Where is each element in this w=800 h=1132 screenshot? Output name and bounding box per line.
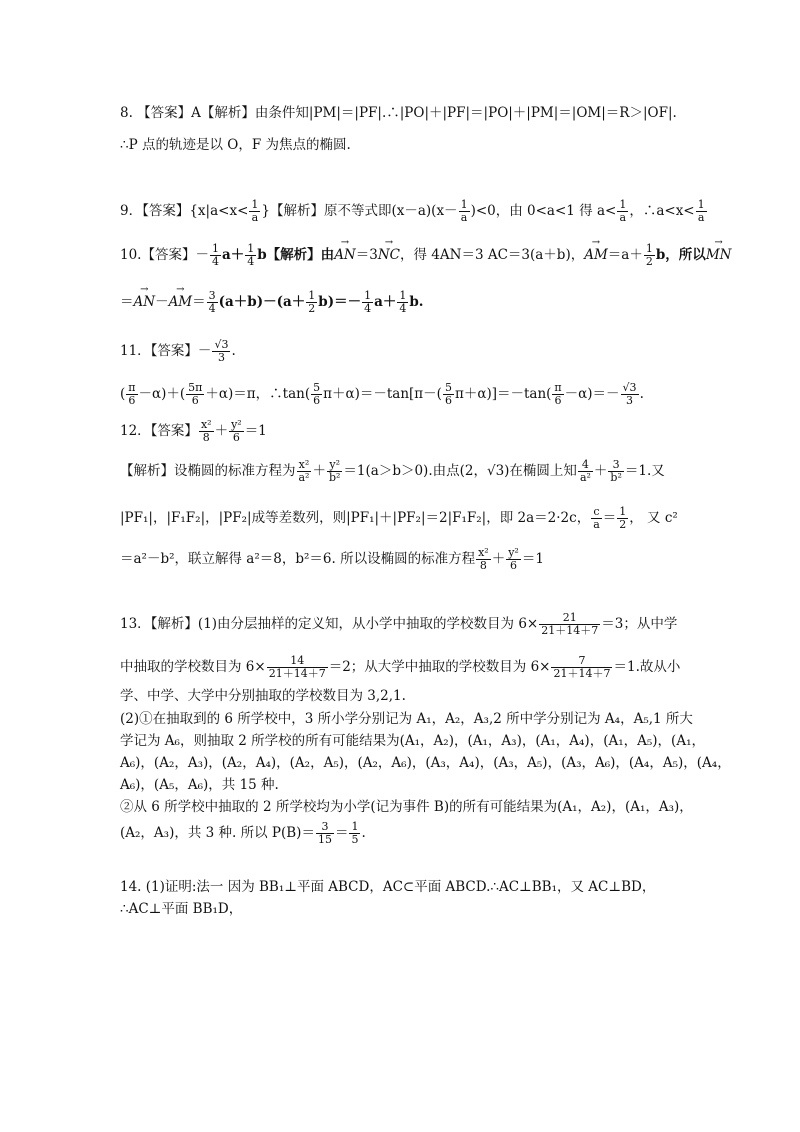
q11-d-e: π＋α)]＝－tan( xyxy=(454,386,552,402)
q11-d-f: －α)＝－ xyxy=(564,386,620,402)
q13-line-3: 学、中学、大学中分别抽取的学校数目为 3,2,1. xyxy=(120,688,406,704)
q10-line-1 xyxy=(120,240,732,270)
q13-line-2 xyxy=(120,651,700,683)
q13-frac-2: $\frac{14}{21+14+7}$ xyxy=(268,654,326,680)
q12-answer-line: 12．【答案】 $\frac{\text{x²}}{8}$ ＋ $\frac{\text{y²}}{6}$ ＝1 xyxy=(120,418,267,444)
q10-frac-2: $\frac{1}{4}$ xyxy=(247,242,255,268)
q13-line-8: ②从 6 所学校中抽取的 2 所学校均为小学(记为事件 B)的所有可能结果为(A₁，A₂)，(A₁，A₃)， xyxy=(120,799,693,815)
q9-frac-1: $\frac{1}{a}$ xyxy=(251,198,259,224)
q12-l1-c: ＝1.又 xyxy=(624,463,665,479)
q14-line-1: 14. (1)证明:法一 因为 BB₁⊥平面 ABCD，AC⊂平面 ABCD.∴AC⊥BB₁，又 AC⊥BD， xyxy=(120,879,656,895)
q10-l2-frac-3: $\frac{1}{4}$ xyxy=(364,289,372,315)
q10-l2-eq: ＝ xyxy=(120,294,134,310)
q12-line-3: ＝a²－b²，联立解得 a²＝8，b²＝6. 所以设椭圆的标准方程 $\frac{\text{x²}}{8}$ ＋ $\frac{\text{y²}}{6}$ ＝1 xyxy=(120,546,544,572)
q12-frac-3b2: $\frac{3}{\text{b²}}$ xyxy=(610,458,622,484)
q13-frac-1: $\frac{21}{21+14+7}$ xyxy=(541,611,599,637)
q10-answer-label: 10.【答案】－ xyxy=(120,247,209,263)
q11-d-b: －α)＋( xyxy=(138,386,186,402)
q10-f: b，所以 xyxy=(655,247,706,263)
q13-l1-a: 13．【解析】(1)由分层抽样的定义知，从小学中抽取的学校数目为 6× xyxy=(120,616,539,632)
vector-an-2: → AN xyxy=(134,287,156,317)
q11-answer-label: 11．【答案】－ xyxy=(120,343,212,359)
q9-prefix: 9．【答案】{x|a<x< xyxy=(120,203,249,219)
q13-l9-a: (A₂，A₃)，共 3 种. 所以 P(B)＝ xyxy=(120,825,315,841)
q10-l2-d: (a＋b)－(a＋ xyxy=(218,294,306,310)
q10-l2-frac-2: $\frac{1}{2}$ xyxy=(308,289,316,315)
q14-line-2: ∴AC⊥平面 BB₁D， xyxy=(120,901,243,917)
q11-d-c: ＋α)＝π，∴tan( xyxy=(205,386,311,402)
q12-frac-y26: $\frac{\text{y²}}{6}$ xyxy=(508,546,519,572)
q9-mid: }【解析】原不等式即(x－a)(x－ xyxy=(261,203,458,219)
q12-l1-a: 【解析】设椭圆的标准方程为 xyxy=(120,463,296,479)
q12-l3-b: ＝1 xyxy=(521,551,544,567)
q11-frac-pi6b: $\frac{\pi}{6}$ xyxy=(554,381,562,407)
q11-d-a: ( xyxy=(120,386,126,402)
q9-mid3: ，∴a<x< xyxy=(629,203,695,219)
q13-l1-b: ＝3；从中学 xyxy=(601,616,678,632)
q10-l2-e: b)＝－ xyxy=(318,294,362,310)
q10-l2-frac-4: $\frac{1}{4}$ xyxy=(399,289,407,315)
q12-answer-label: 12．【答案】 xyxy=(120,423,198,439)
q10-l2-frac-1: $\frac{3}{4}$ xyxy=(208,289,216,315)
q13-line-5: 学记为 A₆，则抽取 2 所学校的所有可能结果为(A₁，A₂)，(A₁，A₃)，(A₁，A₄)，(A₁，A₅)，(A₁， xyxy=(120,733,705,749)
vector-am: → AM xyxy=(584,240,608,270)
q10-l2-g: b. xyxy=(409,294,424,310)
q8-line-1: 8. 【答案】A【解析】由条件知|PM|＝|PF|.∴|PO|＋|PF|＝|PO|＋|PM|＝|OM|＝R＞|OF|. xyxy=(120,105,677,121)
q11-frac-5pi6: $\frac{5\pi}{6}$ xyxy=(188,381,203,407)
q13-line-4: (2)①在抽取到的 6 所学校中，3 所小学分别记为 A₁，A₂，A₃,2 所中学分别记为 A₄，A₅,1 所大 xyxy=(120,711,693,727)
q12-l2-b: ＝ xyxy=(602,510,617,526)
q10-d: ，得 4AN＝3 AC＝3(a＋b)， xyxy=(400,247,585,263)
q10-e: ＝a＋ xyxy=(607,247,643,263)
q9-mid2: )<0，由 0<a<1 得 a< xyxy=(470,203,617,219)
q13-line-1 xyxy=(120,608,700,640)
q13-line-9: (A₂，A₃)，共 3 种. 所以 P(B)＝ $\frac{3}{15}$ ＝ $\frac{1}{5}$ . xyxy=(120,820,366,846)
q12-answer-suffix: ＝1 xyxy=(244,423,267,439)
q13-l2-b: ＝2；从大学中抽取的学校数目为 6× xyxy=(328,659,551,675)
vector-nc: → NC xyxy=(378,240,400,270)
q10-b: b【解析】由 xyxy=(257,247,335,263)
q10-l2-minus: － xyxy=(155,294,169,310)
q12-l1-b: ＝1(a＞b＞0).由点(2，√3)在椭圆上知 xyxy=(343,463,577,479)
q10-l2-eq2: ＝ xyxy=(192,294,206,310)
q10-frac-3: $\frac{1}{2}$ xyxy=(645,242,653,268)
q12-line-1: 【解析】设椭圆的标准方程为 $\frac{\text{x²}}{\text{a²}}$ ＋ $\frac{\text{y²}}{\text{b²}}$ ＝1(a＞b＞0).由点(2，√3)在椭圆上知 $\frac{4}{\text{a²}}$ ＋ $\frac{3}{\text{b²}}$ ＝1.又 xyxy=(120,458,665,484)
q13-frac-3: $\frac{7}{21+14+7}$ xyxy=(553,654,611,680)
q12-line-2 xyxy=(120,503,700,533)
q12-frac-12: $\frac{1}{2}$ xyxy=(619,505,627,531)
q10-a: a＋ xyxy=(221,247,245,263)
q13-frac-3-15: $\frac{3}{15}$ xyxy=(317,820,332,846)
q12-frac-ca: $\frac{c}{a}$ xyxy=(593,505,600,531)
q12-l3: ＝a²－b²，联立解得 a²＝8，b²＝6. 所以设椭圆的标准方程 xyxy=(120,551,476,567)
q12-l2-c: ， 又 c² xyxy=(629,510,678,526)
vector-am-2: → AM xyxy=(169,287,193,317)
q10-frac-1: $\frac{1}{4}$ xyxy=(211,242,219,268)
q10-line-2 xyxy=(120,287,700,317)
q10-c: ＝3 xyxy=(355,247,378,263)
q8-line-2: ∴P 点的轨迹是以 O，F 为焦点的椭圆. xyxy=(120,137,351,153)
vector-mn: → MN xyxy=(706,240,732,270)
q11-frac-sqrt3: $\frac{√3}{3}$ xyxy=(622,381,637,407)
q13-l2-c: ＝1.故从小 xyxy=(613,659,681,675)
q10-l2-f: a＋ xyxy=(374,294,397,310)
q11-d-d: π＋α)＝－tan[π－( xyxy=(323,386,442,402)
q13-l2-a: 中抽取的学校数目为 6× xyxy=(120,659,266,675)
q11-frac-56: $\frac{5}{6}$ xyxy=(313,381,321,407)
q11-answer-frac: $\frac{√3}{3}$ xyxy=(214,338,229,364)
q9-frac-4: $\frac{1}{a}$ xyxy=(697,198,705,224)
q11-answer-line: 11．【答案】－ $\frac{√3}{3}$ . xyxy=(120,338,236,364)
q12-ans-frac-2: $\frac{\text{y²}}{6}$ xyxy=(231,418,242,444)
q12-frac-x28: $\frac{\text{x²}}{8}$ xyxy=(478,546,489,572)
q12-l2: |PF₁|，|F₁F₂|，|PF₂|成等差数列，则|PF₁|＋|PF₂|＝2|F₁F₂|，即 2a＝2·2c， xyxy=(120,510,591,526)
q9-line xyxy=(120,196,705,226)
q11-derivation-line: ( $\frac{\pi}{6}$ －α)＋( $\frac{5\pi}{6}$ ＋α)＝π，∴tan( $\frac{5}{6}$ π＋α)＝－tan[π－( $\frac{5}{6}$ π＋α)]＝－tan( $\frac{\pi}{6}$ －α)＝－ $\frac{√3}{3}$ . xyxy=(120,381,644,407)
q12-frac-x2a2: $\frac{\text{x²}}{\text{a²}}$ xyxy=(298,458,310,484)
q13-frac-1-5: $\frac{1}{5}$ xyxy=(351,820,359,846)
q12-frac-4a2: $\frac{4}{\text{a²}}$ xyxy=(579,458,591,484)
q13-line-6: A₆)，(A₂，A₃)，(A₂，A₄)，(A₂，A₅)，(A₂，A₆)，(A₃，A₄)，(A₃，A₅)，(A₃，A₆)，(A₄，A₅)，(A₄， xyxy=(120,755,731,771)
q12-frac-y2b2: $\frac{\text{y²}}{\text{b²}}$ xyxy=(328,458,341,484)
vector-an: → AN xyxy=(334,240,356,270)
q9-frac-2: $\frac{1}{a}$ xyxy=(460,198,468,224)
q12-ans-frac-1: $\frac{\text{x²}}{8}$ xyxy=(200,418,212,444)
q11-frac-pi6: $\frac{\pi}{6}$ xyxy=(128,381,136,407)
q13-l9-b: ＝ xyxy=(334,825,349,841)
q11-frac-56b: $\frac{5}{6}$ xyxy=(444,381,452,407)
q9-frac-3: $\frac{1}{a}$ xyxy=(619,198,627,224)
q13-line-7: A₆)，(A₅，A₆)，共 15 种. xyxy=(120,777,279,793)
